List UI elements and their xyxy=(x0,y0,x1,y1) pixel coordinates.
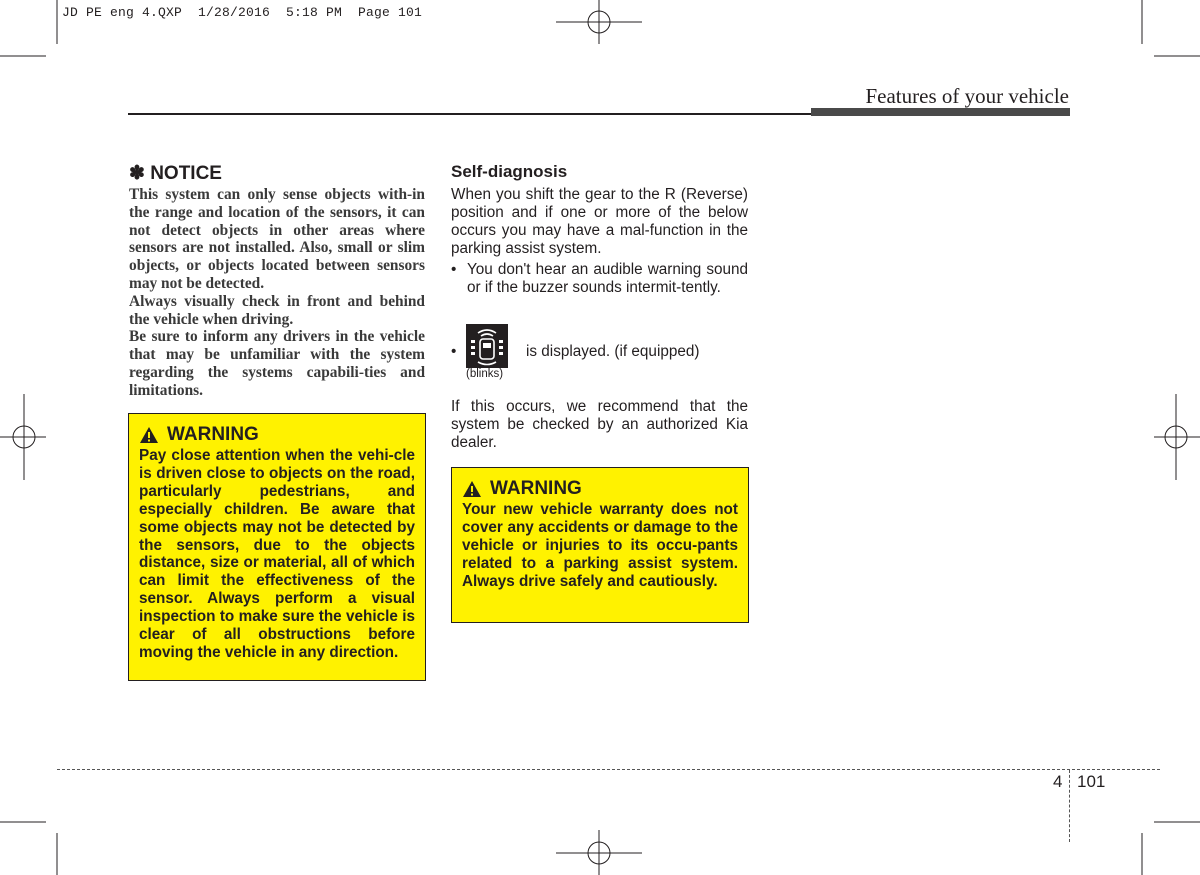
self-diagnosis-intro xyxy=(451,186,748,258)
footer-divider xyxy=(1069,770,1070,842)
warning-box-left xyxy=(128,413,426,681)
warning-title: WARNING xyxy=(490,478,582,499)
header-rule xyxy=(128,113,811,115)
section-header-title: Features of your vehicle xyxy=(865,84,1069,108)
icon-caption: is displayed. (if equipped) xyxy=(526,343,700,360)
warning-text: Your new vehicle warranty does not cover any accidents or damage to the vehicle or injuries to its occu-pants related to a parking assist system. Always drive safely and cautiously. xyxy=(462,501,738,590)
notice-paragraph: Be sure to inform any drivers in the vehicle that may be unfamiliar with the system regarding the systems capabili-ties and limitations. xyxy=(129,328,425,399)
registration-target-left xyxy=(0,394,46,480)
header-rule-tab xyxy=(811,108,1070,116)
self-diagnosis-intro-text: When you shift the gear to the R (Reverse) position and if one or more of the below occurs you may have a mal-function in the parking assist system. xyxy=(451,186,748,257)
chapter-number: 4 xyxy=(1053,772,1063,791)
bullet-text: You don't hear an audible warning sound or if the buzzer sounds intermit-tently. xyxy=(467,261,748,296)
warning-title: WARNING xyxy=(167,424,259,445)
self-diagnosis-title: Self-diagnosis xyxy=(451,162,568,181)
notice-body xyxy=(129,186,425,400)
parking-assist-warning-icon xyxy=(466,324,508,368)
self-diagnosis-recommendation: If this occurs, we recommend that the system be checked by an authorized Kia dealer. xyxy=(451,398,748,451)
bullet-item xyxy=(451,261,748,297)
notice-title: ✽ NOTICE xyxy=(129,163,222,184)
warning-triangle-icon xyxy=(139,426,159,444)
page-number: 101 xyxy=(1077,772,1106,791)
warning-triangle-icon xyxy=(462,480,482,498)
registration-target-bottom xyxy=(556,830,642,875)
notice-paragraph: Always visually check in front and behind the vehicle when driving. xyxy=(129,292,425,328)
warning-box-right xyxy=(451,467,749,623)
bullet-dot: • xyxy=(451,261,457,278)
footer-dashed-rule xyxy=(57,769,1160,770)
bullet-dot: • xyxy=(451,343,457,360)
registration-target-right xyxy=(1154,394,1200,480)
print-slug: JD PE eng 4.QXP 1/28/2016 5:18 PM Page 101 xyxy=(62,5,423,20)
registration-target-top xyxy=(556,0,642,44)
warning-text: Pay close attention when the vehi-cle is driven close to objects on the road, particularly pedestrians, and especially children. Be aware that some objects may not be detected by the sensors, due to the objects distance, size or material, all of which can limit the effectiveness of the sensor. Always perform a visual inspection to make sure the vehicle is clear of all obstructions before moving the vehicle in any direction. xyxy=(139,447,415,661)
notice-paragraph: This system can only sense objects with-in the range and location of the sensors, it can not detect objects in other areas where sensors are not installed. Also, small or slim objects, or objects located between sensors may not be detected. xyxy=(129,186,425,292)
icon-label-blinks: (blinks) xyxy=(466,368,504,380)
